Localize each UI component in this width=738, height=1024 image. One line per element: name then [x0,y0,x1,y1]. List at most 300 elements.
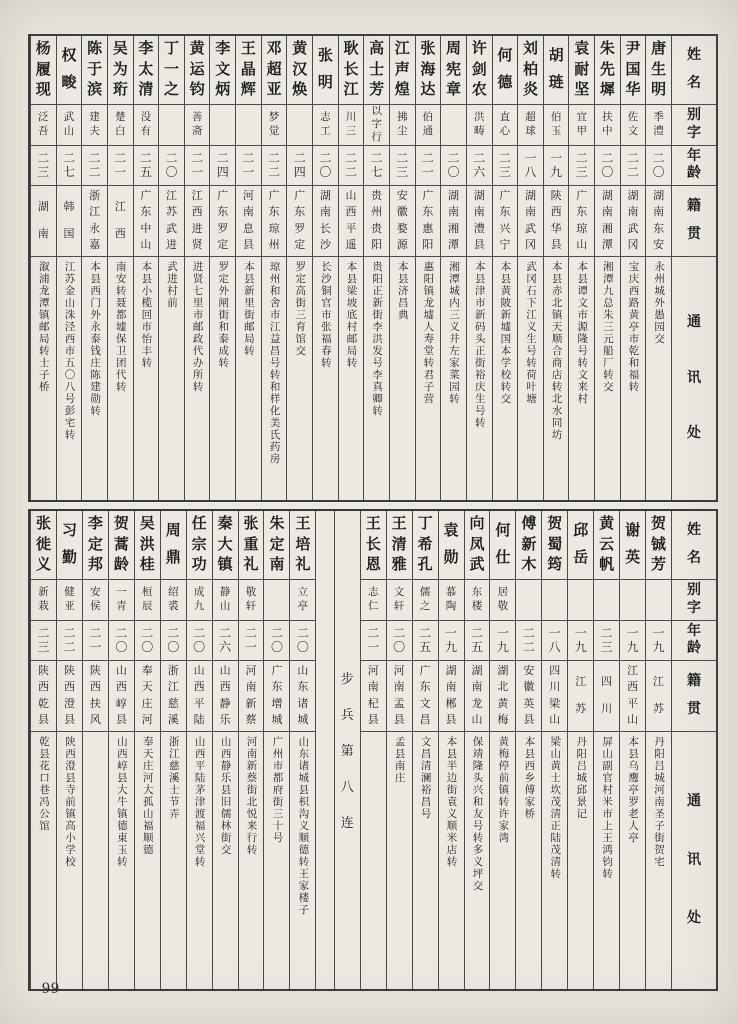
age-cell: 二 〇 [441,146,466,186]
address-text: 本县梁坡底村邮局转 [345,261,357,369]
address-text: 本县半边街袁义顺米店转 [445,736,457,868]
courtesy-name-cell [594,580,619,621]
address-text: 梁山黄士坎茂清正陆茂清转 [549,736,561,880]
address-cell [210,257,235,500]
courtesy-name-cell: 一 青 [109,580,134,621]
person-name-cell: 邱 岳 [568,511,593,580]
person-name-cell: 张 徙 义 [31,511,56,580]
address-text: 黄梅停前镇转许家湾 [497,736,509,844]
header-cell-origin: 籍 贯 [672,186,716,257]
age-cell: 二 三 [594,621,619,661]
address-text: 永州城外愚园交 [653,261,665,345]
person-column [30,511,56,989]
address-cell [57,732,82,989]
origin-cell: 浙 江 慈 溪 [161,661,186,732]
address-cell [646,257,671,500]
courtesy-name-cell: 泛 吾 [31,105,56,146]
address-cell [364,257,389,500]
age-cell: 二 〇 [109,621,134,661]
person-column [133,36,159,500]
age-cell: 二 一 [416,146,441,186]
address-text: 丹阳吕城河南圣子街贺宅 [653,736,665,868]
age-cell: 二 二 [621,146,646,186]
person-name-cell: 尹 国 华 [621,36,646,105]
person-name-cell: 刘 柏 炎 [518,36,543,105]
person-name-cell: 黄 云 帆 [594,511,619,580]
person-column [238,511,264,989]
age-cell: 二 三 [569,146,594,186]
person-name-cell: 陈 于 滨 [82,36,107,105]
courtesy-name-cell: 超 球 [518,105,543,146]
person-name-cell: 王 清 雅 [387,511,412,580]
header-column [671,511,716,989]
courtesy-name-cell: 新 栽 [31,580,56,621]
address-cell [287,257,312,500]
age-cell: 二 二 [82,146,107,186]
origin-cell: 江 西 [108,186,133,257]
address-text: 武冈石下江义生号转荷叶塘 [524,261,536,405]
age-cell: 二 三 [390,146,415,186]
address-cell [490,732,515,989]
origin-cell: 湖 南 武 冈 [518,186,543,257]
address-cell [264,732,289,989]
person-name-cell: 向 凤 武 [465,511,490,580]
age-cell: 二 三 [31,621,56,661]
courtesy-name-cell [441,105,466,146]
person-name-cell: 唐 生 明 [646,36,671,105]
age-cell: 二 〇 [187,621,212,661]
address-cell [159,257,184,500]
address-cell [82,257,107,500]
age-cell: 二 〇 [135,621,160,661]
address-text: 本县津市新码头正街裕庆生号转 [473,261,485,429]
person-column [289,511,315,989]
address-text: 陕西澄县寺前镇高小学校 [63,736,75,868]
address-text: 宝庆西路黄亭市乾和福转 [627,261,639,393]
person-column [263,511,289,989]
courtesy-name-cell [210,105,235,146]
origin-cell: 山 西 静 乐 [213,661,238,732]
address-cell [390,257,415,500]
person-column [81,36,107,500]
header-cell-courtesy: 别 字 [672,580,716,621]
person-name-cell: 王 培 礼 [290,511,315,580]
courtesy-name-cell: 宜 甲 [569,105,594,146]
age-cell: 一 九 [646,621,671,661]
address-cell [413,732,438,989]
person-name-cell: 王 长 恩 [361,511,386,580]
address-text: 贵阳正新街李洪发号李真卿转 [371,261,383,417]
age-cell: 一 八 [518,146,543,186]
courtesy-name-cell: 以 字 行 [364,105,389,146]
person-column [286,36,312,500]
person-name-cell: 习 勤 [57,511,82,580]
person-column [338,36,364,500]
person-name-cell: 权 畯 [57,36,82,105]
origin-cell: 安 徽 婺 源 [390,186,415,257]
person-name-cell: 吴 洪 桂 [135,511,160,580]
courtesy-name-cell: 拂 尘 [390,105,415,146]
person-name-cell: 胡 琏 [544,36,569,105]
address-text: 惠阳镇龙墟人寿堂转君子营 [422,261,434,405]
address-text: 河南新蔡街北悦来行转 [245,736,257,856]
courtesy-name-cell: 健 亚 [57,580,82,621]
courtesy-name-cell: 武 山 [57,105,82,146]
person-name-cell: 袁 勋 [439,511,464,580]
address-cell [518,257,543,500]
age-cell: 二 〇 [646,146,671,186]
address-text: 溆浦龙潭镇邮局转士子桥 [37,261,49,393]
address-cell [187,732,212,989]
address-text: 本县济昌典 [396,261,408,321]
origin-cell: 陕 西 华 县 [544,186,569,257]
person-name-cell: 李 定 邦 [83,511,108,580]
person-column [209,36,235,500]
address-text: 山西崞县大牛镇德東玉转 [115,736,127,868]
age-cell: 二 一 [361,621,386,661]
page-number: 99 [42,980,60,997]
person-name-cell: 耿 长 江 [339,36,364,105]
person-column [312,36,338,500]
address-cell [467,257,492,500]
age-cell: 一 九 [490,621,515,661]
origin-cell: 广 东 惠 阳 [416,186,441,257]
person-column [30,36,56,500]
origin-cell: 湖 南 长 沙 [313,186,338,257]
person-name-cell: 吴 为 珩 [108,36,133,105]
origin-cell: 广 东 文 昌 [413,661,438,732]
age-cell: 二 六 [467,146,492,186]
age-cell: 二 〇 [595,146,620,186]
person-column [363,36,389,500]
person-name-cell: 李 太 清 [134,36,159,105]
origin-cell: 广 东 增 城 [264,661,289,732]
person-column [160,511,186,989]
address-cell [387,732,412,989]
section-divider-column [315,511,333,989]
address-cell [262,257,287,500]
address-cell [542,732,567,989]
person-column [492,36,518,500]
age-cell: 二 三 [31,146,56,186]
person-name-cell: 江 声 煌 [390,36,415,105]
address-text: 本县乌鹰亭罗老人亭 [627,736,639,844]
origin-cell: 浙 江 永 嘉 [82,186,107,257]
address-cell [441,257,466,500]
person-column [440,36,466,500]
address-cell [236,257,261,500]
address-cell [621,257,646,500]
person-column [543,36,569,500]
address-text: 本县西门外永泰钱庄陈建勋转 [89,261,101,417]
person-name-cell: 何 仕 [490,511,515,580]
header-column [671,36,716,500]
address-text: 文昌清澜裕昌号 [419,736,431,820]
address-text: 广州市都府街三十号 [271,736,283,844]
origin-cell: 四 川 梁 山 [542,661,567,732]
age-cell: 一 九 [439,621,464,661]
age-cell: 二 〇 [387,621,412,661]
person-column [619,511,645,989]
address-cell [516,732,541,989]
address-text: 琼州和舍市江益昌号转和样化美氏药房 [268,261,280,465]
roster-table-top [28,34,718,502]
address-text: 乾县花口巷冯公馆 [38,736,50,832]
person-name-cell: 张 海 达 [416,36,441,105]
person-name-cell: 张 重 礼 [239,511,264,580]
person-column [515,511,541,989]
age-cell: 二 七 [364,146,389,186]
age-cell: 二 一 [236,146,261,186]
person-column [184,36,210,500]
person-column [56,36,82,500]
person-column [134,511,160,989]
person-name-cell: 傅 新 木 [516,511,541,580]
address-cell [290,732,315,989]
person-column [645,511,671,989]
person-name-cell: 贺 蒿 龄 [109,511,134,580]
address-text: 长沙铜官市张福春转 [319,261,331,369]
person-column [261,36,287,500]
age-cell: 二 一 [239,621,264,661]
person-column [620,36,646,500]
courtesy-name-cell: 儒 之 [413,580,438,621]
address-text: 山西平陆茅津渡福兴堂转 [193,736,205,868]
person-column [489,511,515,989]
courtesy-name-cell: 建 夫 [82,105,107,146]
courtesy-name-cell: 立 亭 [290,580,315,621]
header-cell-name: 姓 名 [672,36,716,105]
address-text: 本县谭文市源隆号转文来村 [576,261,588,405]
origin-cell: 湖 南 湘 潭 [595,186,620,257]
address-cell [568,732,593,989]
person-column [593,511,619,989]
age-cell: 二 四 [287,146,312,186]
header-cell-courtesy: 别 字 [672,105,716,146]
address-cell [161,732,186,989]
address-cell [493,257,518,500]
courtesy-name-cell: 楚 白 [108,105,133,146]
address-cell [620,732,645,989]
courtesy-name-cell: 季 澧 [646,105,671,146]
origin-cell: 河 南 杞 县 [361,661,386,732]
age-cell: 二 二 [339,146,364,186]
person-column [645,36,671,500]
address-cell [109,732,134,989]
origin-cell: 广 东 中 山 [134,186,159,257]
origin-cell: 湖 南 东 安 [646,186,671,257]
person-name-cell: 许 剑 农 [467,36,492,105]
origin-cell: 山 西 平 遥 [339,186,364,257]
age-cell: 二 〇 [313,146,338,186]
origin-cell: 陕 西 澄 县 [57,661,82,732]
address-cell [135,732,160,989]
header-cell-contact: 通 讯 处 [687,315,701,441]
origin-cell: 河 南 息 县 [236,186,261,257]
courtesy-name-cell [236,105,261,146]
courtesy-name-cell: 文 轩 [387,580,412,621]
address-text: 丹阳吕城邱景记 [575,736,587,820]
address-cell [646,732,671,989]
courtesy-name-cell: 佐 文 [621,105,646,146]
age-cell: 二 六 [213,621,238,661]
person-column [466,36,492,500]
courtesy-name-cell: 洪 畴 [467,105,492,146]
age-cell: 二 五 [465,621,490,661]
age-cell: 一 九 [568,621,593,661]
person-name-cell: 邓 超 亚 [262,36,287,105]
header-cell-origin: 籍 贯 [672,661,716,732]
address-text: 孟县南庄 [393,736,405,784]
person-name-cell: 朱 定 南 [264,511,289,580]
person-column [567,511,593,989]
courtesy-name-cell: 川 三 [339,105,364,146]
age-cell: 二 一 [83,621,108,661]
origin-cell: 山 西 崞 县 [109,661,134,732]
address-cell [361,732,386,989]
courtesy-name-cell: 善 斋 [185,105,210,146]
age-cell: 二 〇 [290,621,315,661]
person-name-cell: 丁 一 之 [159,36,184,105]
person-name-cell: 谢 英 [620,511,645,580]
origin-cell: 安 徽 英 县 [516,661,541,732]
person-column [360,511,386,989]
courtesy-name-cell [159,105,184,146]
address-cell [465,732,490,989]
origin-cell: 湖 南 澧 县 [467,186,492,257]
courtesy-name-cell: 安 侯 [83,580,108,621]
person-column [438,511,464,989]
address-text: 湘潭九总朱三元船厂转交 [601,261,613,393]
person-name-cell: 杨 履 现 [31,36,56,105]
person-column [386,511,412,989]
age-cell: 二 〇 [159,146,184,186]
origin-cell: 江 西 平 山 [620,661,645,732]
person-name-cell: 贺 蜀 筠 [542,511,567,580]
courtesy-name-cell: 成 九 [187,580,212,621]
address-cell [185,257,210,500]
person-name-cell: 秦 大 镇 [213,511,238,580]
courtesy-name-cell: 静 山 [213,580,238,621]
courtesy-name-cell: 志 仁 [361,580,386,621]
origin-cell: 陕 西 扶 风 [83,661,108,732]
courtesy-name-cell: 梦 觉 [262,105,287,146]
courtesy-name-cell: 桓 辰 [135,580,160,621]
person-name-cell: 袁 耐 坚 [569,36,594,105]
origin-cell: 湖 南 郴 县 [439,661,464,732]
address-cell [31,257,56,500]
courtesy-name-cell [287,105,312,146]
origin-cell: 湖 南 [31,186,56,257]
origin-cell: 四 川 [594,661,619,732]
person-name-cell: 高 士 芳 [364,36,389,105]
address-cell [108,257,133,500]
courtesy-name-cell [542,580,567,621]
courtesy-name-cell: 慕 陶 [439,580,464,621]
origin-cell: 奉 天 庄 河 [135,661,160,732]
courtesy-name-cell [620,580,645,621]
address-cell [213,732,238,989]
origin-cell: 河 南 新 蔡 [239,661,264,732]
origin-cell: 山 东 诸 城 [290,661,315,732]
age-cell: 二 一 [185,146,210,186]
age-cell: 二 七 [57,146,82,186]
age-cell: 二 五 [413,621,438,661]
address-text: 本县新里街邮局转 [242,261,254,357]
courtesy-name-cell [264,580,289,621]
address-cell [31,732,56,989]
courtesy-name-cell: 东 楼 [465,580,490,621]
person-name-cell: 周 鼎 [161,511,186,580]
address-text: 本县西乡傅家桥 [523,736,535,820]
courtesy-name-cell: 敬 轩 [239,580,264,621]
address-text: 罗定外闸街和泰成转 [217,261,229,369]
origin-cell: 广 东 琼 山 [569,186,594,257]
origin-cell: 广 东 罗 定 [210,186,235,257]
address-text: 南安转聂都墟保卫团代转 [114,261,126,393]
age-cell: 二 五 [134,146,159,186]
address-text: 奉天庄河大孤山福顺德 [141,736,153,856]
header-cell-age: 年 龄 [672,621,716,661]
address-text: 湘潭城内三义井左家菜园转 [448,261,460,405]
age-cell: 二 一 [108,146,133,186]
courtesy-name-cell: 没 有 [134,105,159,146]
origin-cell: 江 苏 [646,661,671,732]
person-name-cell: 何 德 [493,36,518,105]
person-column [541,511,567,989]
person-name-cell: 任 宗 功 [187,511,212,580]
address-cell [544,257,569,500]
courtesy-name-cell: 直 心 [493,105,518,146]
address-cell [134,257,159,500]
origin-cell: 陕 西 乾 县 [31,661,56,732]
person-column [158,36,184,500]
courtesy-name-cell: 居 敬 [490,580,515,621]
origin-cell: 广 东 琼 州 [262,186,287,257]
address-cell [313,257,338,500]
header-cell-age: 年 龄 [672,146,716,186]
header-cell-name: 姓 名 [672,511,716,580]
person-column [517,36,543,500]
origin-cell: 韩 国 [57,186,82,257]
address-text: 保靖隆头兴和友号转多义坪交 [471,736,483,892]
address-text: 罗定高街三育馆交 [294,261,306,357]
address-text: 本县黄陂新墟国本学校转交 [499,261,511,405]
origin-cell: 山 西 平 陆 [187,661,212,732]
address-cell [239,732,264,989]
courtesy-name-cell: 志 工 [313,105,338,146]
address-text: 进贤七里市邮政代办所转 [191,261,203,393]
age-cell: 二 〇 [161,621,186,661]
person-name-cell: 黄 运 钧 [185,36,210,105]
address-cell [83,732,108,989]
person-name-cell: 黄 汉 焕 [287,36,312,105]
address-cell [57,257,82,500]
person-column [412,511,438,989]
age-cell: 二 二 [516,621,541,661]
courtesy-name-cell: 扶 中 [595,105,620,146]
age-cell: 二 二 [262,146,287,186]
origin-cell: 湖 南 湘 潭 [441,186,466,257]
address-text: 山东诸城县枳沟义顺德转王家楼子 [297,736,309,916]
age-cell: 二 二 [57,621,82,661]
age-cell: 二 三 [493,146,518,186]
header-cell-contact: 通 讯 处 [687,793,701,927]
person-column [82,511,108,989]
courtesy-name-cell [516,580,541,621]
origin-cell: 广 东 罗 定 [287,186,312,257]
person-name-cell: 张 明 [313,36,338,105]
